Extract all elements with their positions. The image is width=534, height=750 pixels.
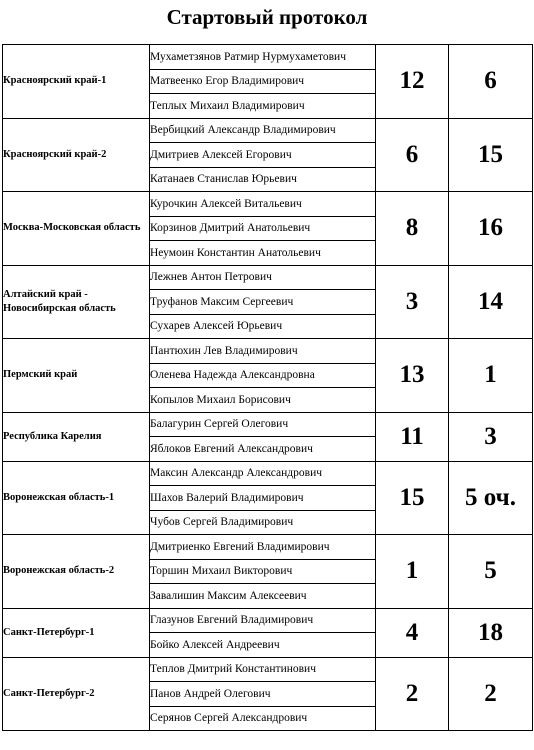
team-member-cell: Вербицкий Александр Владимирович [150, 118, 376, 143]
team-member-cell: Курочкин Алексей Витальевич [150, 192, 376, 217]
team-member-cell: Катанаев Станислав Юрьевич [150, 167, 376, 192]
team-member-cell: Пантюхин Лев Владимирович [150, 339, 376, 364]
team-region-cell: Воронежская область-2 [3, 535, 150, 609]
table-row [3, 461, 533, 486]
start-order-cell: 6 [449, 45, 533, 119]
team-number-cell: 1 [376, 535, 449, 609]
team-member-cell: Бойко Алексей Андреевич [150, 633, 376, 658]
team-number-cell: 13 [376, 339, 449, 413]
team-member-cell: Дмитриенко Евгений Владимирович [150, 535, 376, 560]
team-member-cell: Глазунов Евгений Владимирович [150, 608, 376, 633]
team-member-cell: Торшин Михаил Викторович [150, 559, 376, 584]
team-member-cell: Сухарев Алексей Юрьевич [150, 314, 376, 339]
team-region-cell: Республика Карелия [3, 412, 150, 461]
team-member-cell: Шахов Валерий Владимирович [150, 486, 376, 511]
team-member-cell: Балагурин Сергей Олегович [150, 412, 376, 437]
team-number-cell: 15 [376, 461, 449, 535]
team-number-cell: 3 [376, 265, 449, 339]
start-order-cell: 5 [449, 535, 533, 609]
table-row [3, 412, 533, 437]
protocol-body [3, 45, 533, 731]
table-row [3, 535, 533, 560]
table-row [3, 608, 533, 633]
start-order-cell: 16 [449, 192, 533, 266]
team-number-cell: 2 [376, 657, 449, 731]
team-number-cell: 12 [376, 45, 449, 119]
team-region-cell: Красноярский край-2 [3, 118, 150, 192]
team-member-cell: Мухаметзянов Ратмир Нурмухаметович [150, 45, 376, 70]
start-order-cell: 5 оч. [449, 461, 533, 535]
table-row [3, 45, 533, 70]
team-member-cell: Копылов Михаил Борисович [150, 388, 376, 413]
team-member-cell: Теплых Михаил Владимирович [150, 94, 376, 119]
team-member-cell: Панов Андрей Олегович [150, 682, 376, 707]
start-order-cell: 15 [449, 118, 533, 192]
team-member-cell: Дмитриев Алексей Егорович [150, 143, 376, 168]
table-row [3, 657, 533, 682]
team-member-cell: Корзинов Дмитрий Анатольевич [150, 216, 376, 241]
team-region-cell: Алтайский край - Новосибирская область [3, 265, 150, 339]
team-region-cell: Воронежская область-1 [3, 461, 150, 535]
start-order-cell: 3 [449, 412, 533, 461]
start-order-cell: 1 [449, 339, 533, 413]
start-order-cell: 14 [449, 265, 533, 339]
team-member-cell: Яблоков Евгений Александрович [150, 437, 376, 462]
team-member-cell: Чубов Сергей Владимирович [150, 510, 376, 535]
table-row [3, 339, 533, 364]
team-member-cell: Оленева Надежда Александровна [150, 363, 376, 388]
table-row [3, 265, 533, 290]
team-region-cell: Красноярский край-1 [3, 45, 150, 119]
team-number-cell: 4 [376, 608, 449, 657]
team-number-cell: 6 [376, 118, 449, 192]
team-member-cell: Матвеенко Егор Владимирович [150, 69, 376, 94]
page-title: Стартовый протокол [166, 5, 368, 29]
team-region-cell: Пермский край [3, 339, 150, 413]
start-order-cell: 18 [449, 608, 533, 657]
start-order-cell: 2 [449, 657, 533, 731]
start-protocol-table [2, 44, 533, 731]
team-number-cell: 8 [376, 192, 449, 266]
table-row [3, 118, 533, 143]
team-member-cell: Максин Александр Александрович [150, 461, 376, 486]
team-member-cell: Теплов Дмитрий Константинович [150, 657, 376, 682]
team-member-cell: Завалишин Максим Алексеевич [150, 584, 376, 609]
team-region-cell: Санкт-Петербург-1 [3, 608, 150, 657]
team-member-cell: Неумоин Константин Анатольевич [150, 241, 376, 266]
team-region-cell: Москва-Московская область [3, 192, 150, 266]
team-member-cell: Лежнев Антон Петрович [150, 265, 376, 290]
team-number-cell: 11 [376, 412, 449, 461]
team-region-cell: Санкт-Петербург-2 [3, 657, 150, 731]
table-row [3, 192, 533, 217]
team-member-cell: Труфанов Максим Сергеевич [150, 290, 376, 315]
team-member-cell: Серянов Сергей Александрович [150, 706, 376, 731]
